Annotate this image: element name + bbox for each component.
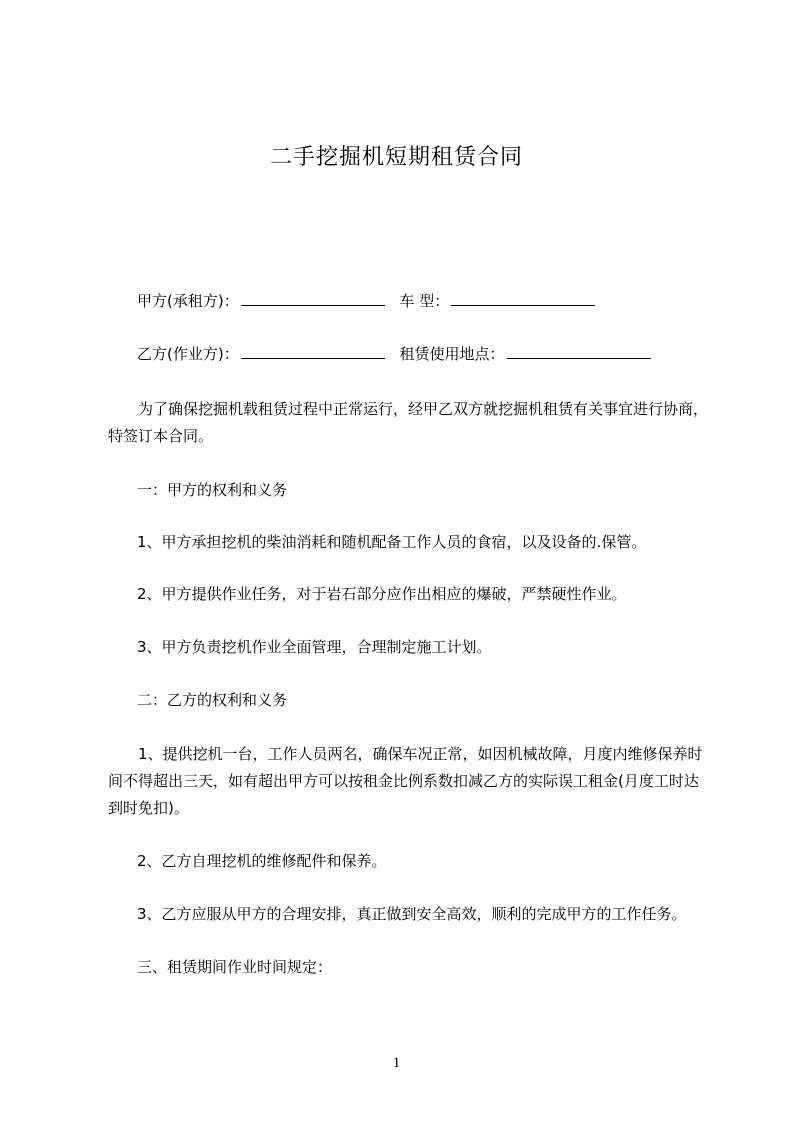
- section1-item-1: 1、甲方承担挖机的柴油消耗和随机配备工作人员的食宿，以及设备的.保管。: [137, 533, 647, 551]
- document-title: 二手挖掘机短期租赁合同: [269, 145, 523, 170]
- vehicle-type-blank: [451, 291, 595, 306]
- location-label: 租赁使用地点：: [399, 345, 505, 363]
- section2-heading: 二：乙方的权利和义务: [137, 691, 288, 709]
- section1-heading: 一：甲方的权利和义务: [137, 481, 288, 499]
- section2-item-1: 1、提供挖机一台，工作人员两名，确保车况正常，如因机械故障，月度内维修保养时间不得超出三天，如有超出甲方可以按租金比例系数扣减乙方的实际误工租金(月度工时达到时免扣)。: [108, 745, 703, 817]
- section1-item-3: 3、甲方负责挖机作业全面管理，合理制定施工计划。: [137, 638, 492, 656]
- section1-item-2: 2、甲方提供作业任务，对于岩石部分应作出相应的爆破，严禁硬性作业。: [137, 585, 627, 603]
- party-b-row: [137, 343, 657, 365]
- vehicle-type-label: 车 型：: [399, 292, 450, 310]
- party-a-label: 甲方(承租方)：: [137, 292, 239, 310]
- section2-item-3: 3、乙方应服从甲方的合理安排，真正做到安全高效，顺利的完成甲方的工作任务。: [137, 905, 687, 923]
- page-number: 1: [392, 1055, 401, 1071]
- location-blank: [507, 344, 651, 359]
- section2-item-2: 2、乙方自理挖机的维修配件和保养。: [137, 852, 387, 870]
- party-a-blank: [241, 291, 385, 306]
- section3-heading: 三、租赁期间作业时间规定：: [137, 958, 333, 976]
- party-b-blank: [241, 344, 385, 359]
- party-b-label: 乙方(作业方)：: [137, 345, 239, 363]
- intro-paragraph: 为了确保挖掘机载租赁过程中正常运行，经甲乙双方就挖掘机租赁有关事宜进行协商，特签订本合同。: [108, 400, 709, 445]
- party-a-row: [137, 290, 601, 312]
